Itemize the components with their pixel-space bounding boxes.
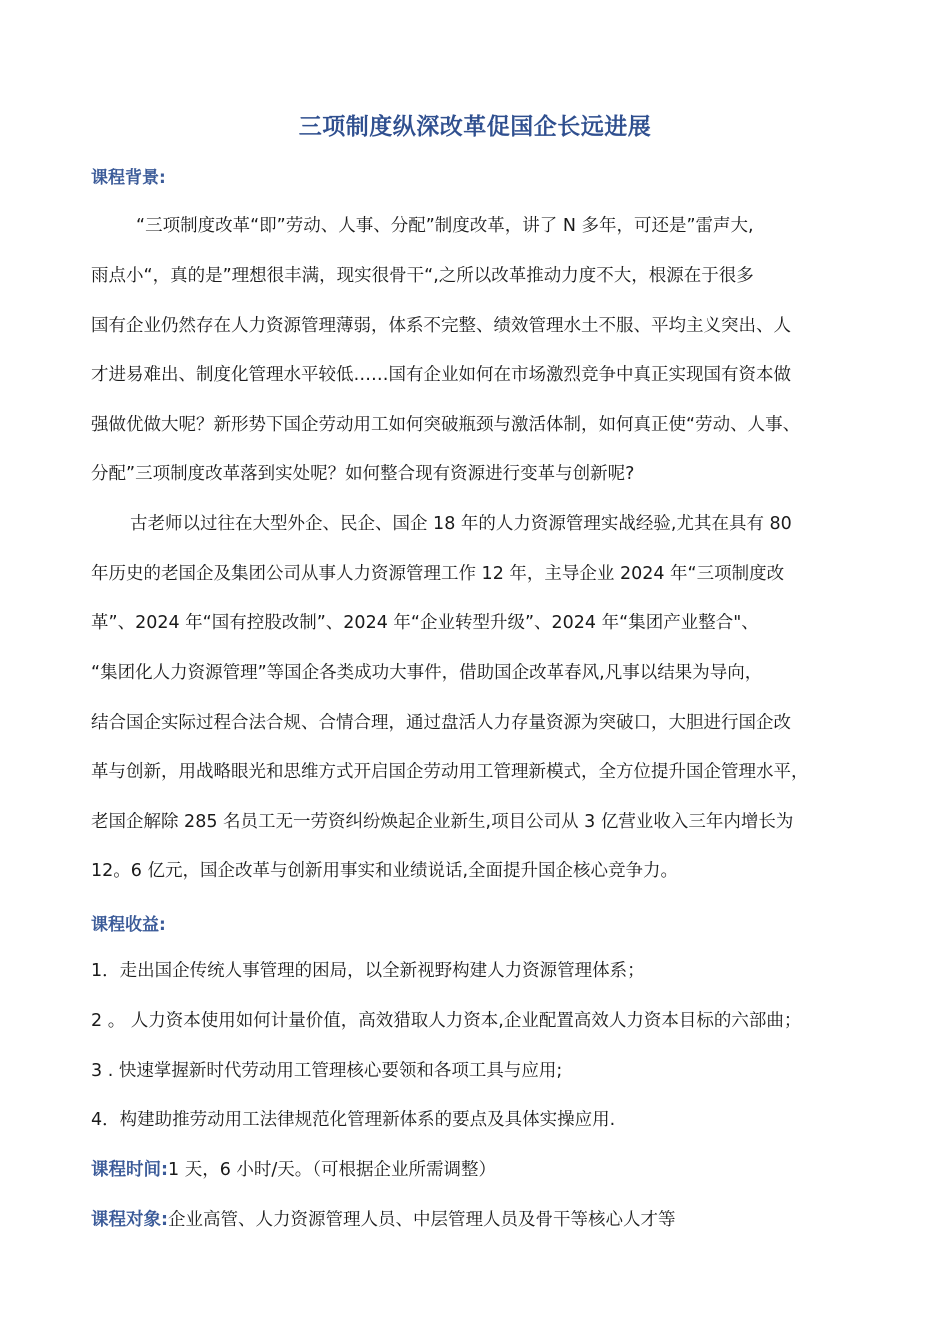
background-p2-line: 12。6 亿元，国企改革与创新用事实和业绩说话,全面提升国企核心竞争力。 (91, 861, 679, 881)
course-audience-row (91, 1207, 870, 1233)
course-time-value: 1 天，6 小时/天。（可根据企业所需调整） (168, 1160, 497, 1180)
background-p2-line: 老国企解除 285 名员工无一劳资纠纷焕起企业新生,项目公司从 3 亿营业收入三年内增长为 (91, 812, 794, 832)
background-p1-line: “三项制度改革“即”劳动、人事、分配”制度改革，讲了 N 多年，可还是”雷声大, (136, 216, 754, 236)
benefit-item: 3 . 快速掌握新时代劳动用工管理核心要领和各项工具与应用; (91, 1061, 563, 1081)
background-p1-line: 才进易难出、制度化管理水平较低……国有企业如何在市场激烈竞争中真正实现国有资本做 (91, 365, 791, 385)
course-time-label: 课程时间: (91, 1160, 168, 1180)
background-p2-line: 结合国企实际过程合法合规、合情合理，通过盘活人力存量资源为突破口，大胆进行国企改 (91, 713, 791, 733)
background-p2-line: 古老师以过往在大型外企、民企、国企 18 年的人力资源管理实战经验,尤其在具有 80 (130, 514, 792, 534)
background-p1-line: 分配”三项制度改革落到实处呢？如何整合现有资源进行变革与创新呢? (91, 464, 635, 484)
background-p2-line: 革与创新，用战略眼光和思维方式开启国企劳动用工管理新模式，全方位提升国企管理水平， (91, 762, 809, 782)
background-p1-line: 雨点小“，真的是”理想很丰满，现实很骨干“,之所以改革推动力度不大，根源在于很多 (91, 266, 754, 286)
background-p2-line: 革”、2024 年“国有控股改制”、2024 年“企业转型升级”、2024 年“集团产业整合"、 (91, 613, 759, 633)
course-audience-value: 企业高管、人力资源管理人员、中层管理人员及骨干等核心人才等 (168, 1210, 676, 1230)
benefits-heading: 课程收益: (91, 915, 166, 935)
background-p1-line: 强做优做大呢？新形势下国企劳动用工如何突破瓶颈与激活体制，如何真正使“劳动、人事、 (91, 415, 801, 435)
benefit-item: 1．走出国企传统人事管理的困局，以全新视野构建人力资源管理体系； (91, 961, 645, 981)
background-p2-line: “集团化人力资源管理”等国企各类成功大事件，借助国企改革春风,凡事以结果为导向， (91, 663, 763, 683)
background-p2-line: 年历史的老国企及集团公司从事人力资源管理工作 12 年，主导企业 2024 年“三项制度改 (91, 564, 785, 584)
benefit-item: 2 。 人力资本使用如何计量价值，高效猎取人力资本,企业配置高效人力资本目标的六部曲； (91, 1011, 802, 1031)
background-p1-line: 国有企业仍然存在人力资源管理薄弱，体系不完整、绩效管理水土不服、平均主义突出、人 (91, 316, 791, 336)
course-time-row (91, 1157, 870, 1183)
background-heading: 课程背景: (91, 168, 166, 188)
benefit-item: 4．构建助推劳动用工法律规范化管理新体系的要点及具体实操应用. (91, 1110, 616, 1130)
document-title: 三项制度纵深改革促国企长远进展 (298, 114, 652, 140)
course-audience-label: 课程对象: (91, 1210, 168, 1230)
